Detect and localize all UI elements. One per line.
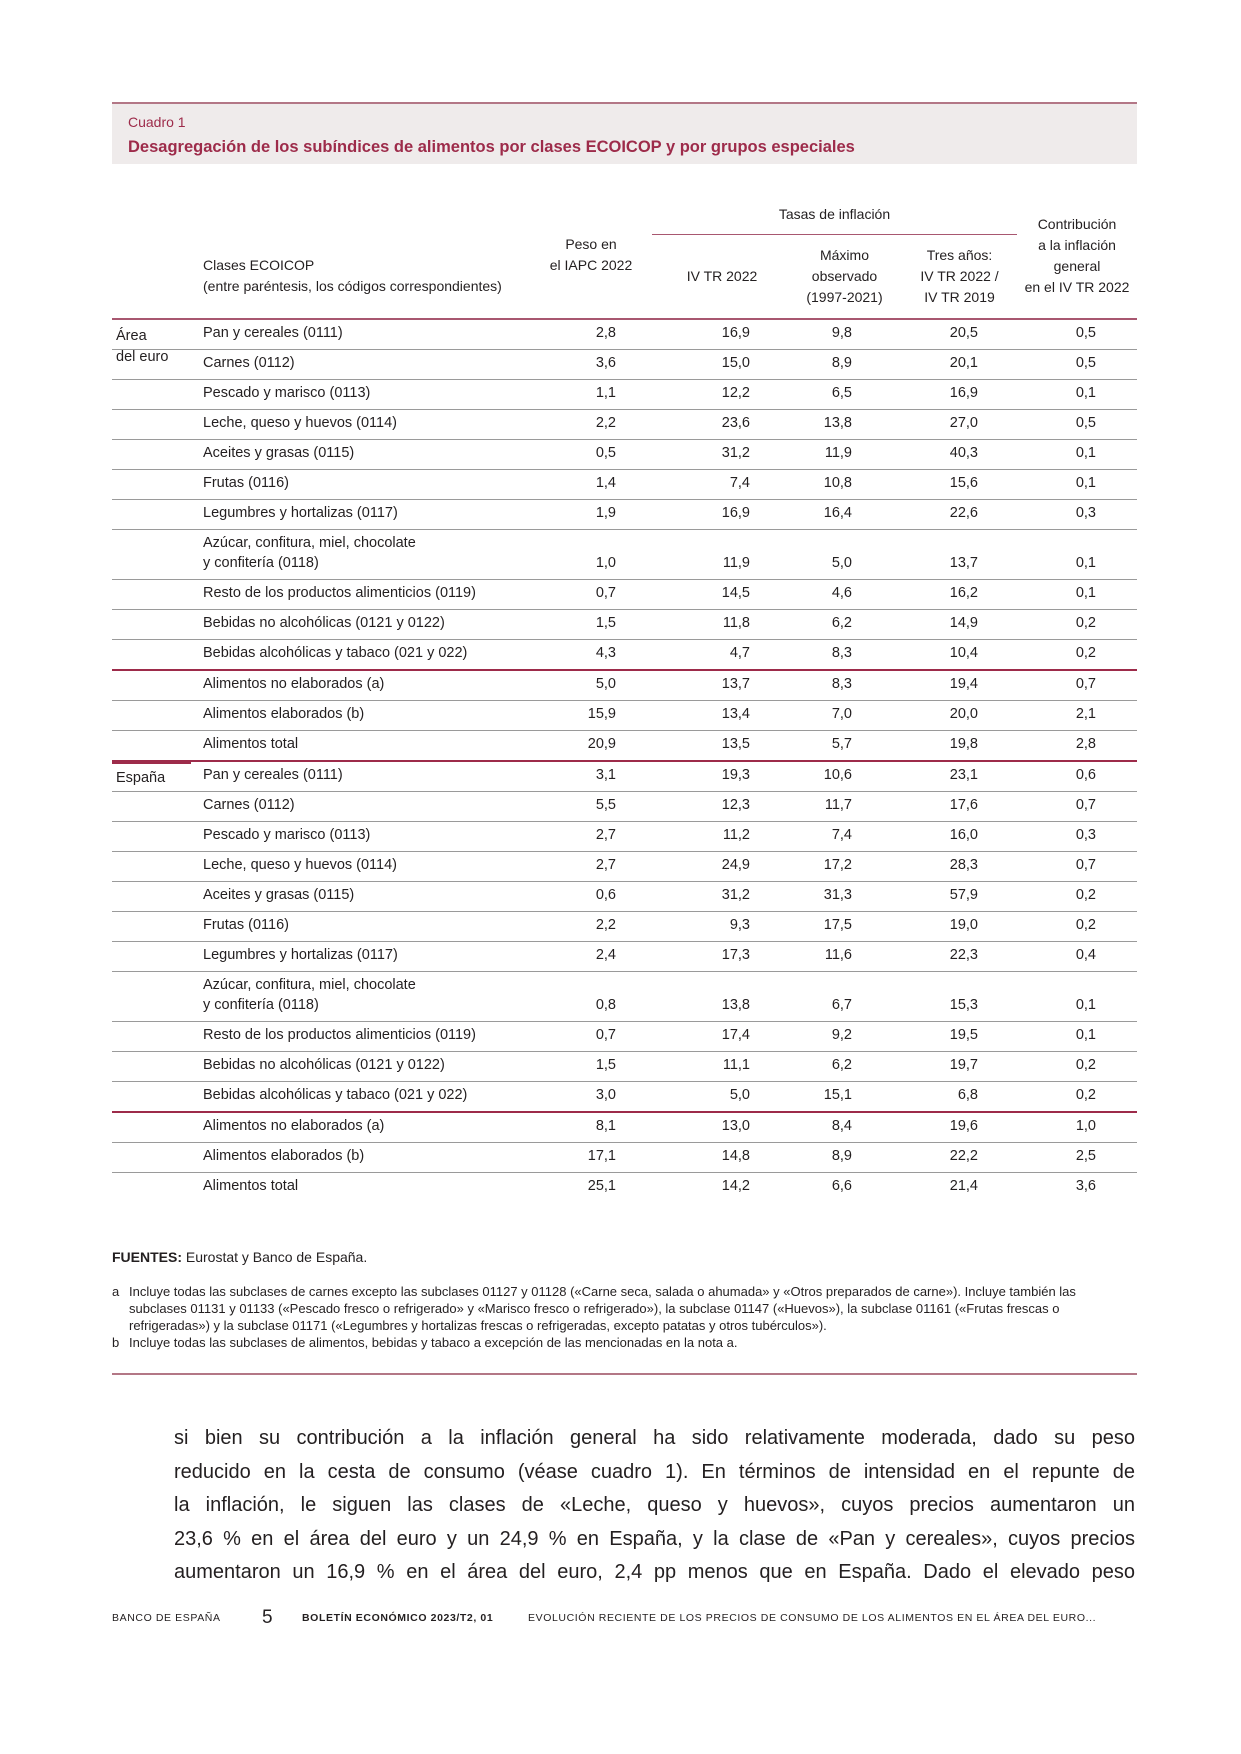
cell-peso: 1,5 — [595, 1057, 616, 1073]
cell-max: 4,6 — [831, 585, 852, 601]
row-label: Legumbres y hortalizas (0117) — [203, 947, 398, 963]
table-row — [112, 470, 1137, 500]
cell-tres: 40,3 — [949, 445, 978, 461]
footnote-text: Incluye todas las subclases de alimentos, bebidas y tabaco a excepción de las mencionadas en la nota a. — [129, 1335, 738, 1350]
cell-peso: 5,0 — [595, 676, 616, 692]
table-row — [112, 610, 1137, 640]
cell-max: 9,2 — [831, 1027, 852, 1043]
cell-iv: 31,2 — [721, 445, 750, 461]
cell-max: 16,4 — [823, 505, 852, 521]
table-row — [112, 671, 1137, 701]
cell-tres: 16,0 — [949, 827, 978, 843]
cell-max: 11,9 — [824, 445, 852, 461]
cell-peso: 0,8 — [595, 997, 616, 1013]
cell-iv: 13,7 — [721, 676, 750, 692]
table-row — [112, 731, 1137, 762]
cell-max: 6,2 — [831, 1057, 852, 1073]
header-contrib-l1: Contribución — [1037, 216, 1117, 232]
cell-contrib: 0,1 — [1075, 997, 1096, 1013]
header-weight-l2: el IAPC 2022 — [549, 257, 633, 273]
cell-tres: 20,5 — [949, 325, 978, 341]
cell-iv: 5,0 — [729, 1087, 750, 1103]
inflation-table — [112, 200, 1137, 1202]
row-label: Azúcar, confitura, miel, chocolate y confitería (0118) — [203, 535, 416, 571]
table-row — [112, 942, 1137, 972]
header-contrib-l4: en el IV TR 2022 — [1024, 279, 1130, 295]
cell-iv: 13,4 — [721, 706, 750, 722]
cell-tres: 15,6 — [949, 475, 978, 491]
header-classes-title: Clases ECOICOP — [203, 257, 315, 273]
cell-max: 13,8 — [823, 415, 852, 431]
cell-iv: 19,3 — [721, 767, 750, 783]
body-line: 23,6 % en el área del euro y un 24,9 % en España, y la clase de «Pan y cereales», cuyos precios — [174, 1527, 1135, 1550]
table-header — [112, 200, 1137, 320]
table-row — [112, 882, 1137, 912]
cell-iv: 11,1 — [722, 1057, 750, 1073]
region-block — [112, 320, 1137, 762]
row-label: Bebidas alcohólicas y tabaco (021 y 022) — [203, 1087, 468, 1103]
cell-max: 7,0 — [831, 706, 852, 722]
table-row — [112, 350, 1137, 380]
row-label: Alimentos elaborados (b) — [203, 706, 365, 722]
cell-max: 17,5 — [823, 917, 852, 933]
cell-contrib: 0,4 — [1075, 947, 1096, 963]
table-row — [112, 580, 1137, 610]
cell-contrib: 0,7 — [1075, 857, 1096, 873]
cell-iv: 31,2 — [721, 887, 750, 903]
table-row — [112, 701, 1137, 731]
cell-tres: 19,7 — [949, 1057, 978, 1073]
cell-tres: 23,1 — [949, 767, 978, 783]
header-weight-l1: Peso en — [565, 236, 617, 252]
cell-peso: 1,4 — [595, 475, 616, 491]
table-caption — [112, 102, 1137, 164]
cell-tres: 19,4 — [949, 676, 978, 692]
cell-peso: 1,1 — [595, 385, 616, 401]
cell-contrib: 0,1 — [1075, 385, 1096, 401]
cell-tres: 20,1 — [949, 355, 978, 371]
cell-peso: 3,0 — [595, 1087, 616, 1103]
cell-max: 6,7 — [831, 997, 852, 1013]
header-three-years — [902, 245, 1017, 308]
row-label: Leche, queso y huevos (0114) — [203, 415, 398, 431]
header-three-l1: Tres años: — [926, 247, 993, 263]
header-contribution — [1017, 214, 1137, 298]
cell-contrib: 0,2 — [1075, 917, 1096, 933]
footnote-a — [112, 1283, 1137, 1334]
row-label: Aceites y grasas (0115) — [203, 445, 355, 461]
cell-tres: 19,6 — [949, 1118, 978, 1134]
cell-peso: 5,5 — [595, 797, 616, 813]
header-three-l3: IV TR 2019 — [924, 289, 995, 305]
cell-max: 6,2 — [831, 615, 852, 631]
footer-article-title: EVOLUCIÓN RECIENTE DE LOS PRECIOS DE CONSUMO DE LOS ALIMENTOS EN EL ÁREA DEL EURO... — [528, 1612, 1097, 1624]
table-row — [112, 972, 1137, 1022]
cell-contrib: 0,1 — [1075, 1027, 1096, 1043]
table-row — [112, 792, 1137, 822]
cell-max: 5,7 — [831, 736, 852, 752]
row-label: Carnes (0112) — [203, 355, 295, 371]
row-label: Legumbres y hortalizas (0117) — [203, 505, 398, 521]
cell-max: 10,6 — [823, 767, 852, 783]
cell-iv: 12,3 — [721, 797, 750, 813]
cell-peso: 0,7 — [595, 585, 616, 601]
cell-tres: 22,3 — [949, 947, 978, 963]
table-row — [112, 1143, 1137, 1173]
cell-iv: 9,3 — [729, 917, 750, 933]
cell-contrib: 2,5 — [1075, 1148, 1096, 1164]
row-label: Resto de los productos alimenticios (0119) — [203, 1027, 476, 1043]
sources-label: FUENTES: — [112, 1249, 182, 1265]
header-three-l2: IV TR 2022 / — [920, 268, 999, 284]
row-label: Alimentos total — [203, 736, 299, 752]
header-q4-2022: IV TR 2022 — [686, 268, 758, 284]
cell-peso: 2,7 — [595, 857, 616, 873]
cell-max: 11,7 — [824, 797, 852, 813]
table-row — [112, 822, 1137, 852]
row-label: Bebidas no alcohólicas (0121 y 0122) — [203, 615, 445, 631]
row-label: Alimentos no elaborados (a) — [203, 676, 385, 692]
cell-iv: 16,9 — [721, 325, 750, 341]
header-classes — [203, 255, 502, 297]
region-name-line: del euro — [116, 349, 169, 365]
region-block — [112, 762, 1137, 1202]
cell-iv: 15,0 — [721, 355, 750, 371]
cell-max: 8,3 — [831, 645, 852, 661]
header-classes-note: (entre paréntesis, los códigos correspondientes) — [203, 278, 502, 294]
row-label: Alimentos elaborados (b) — [203, 1148, 365, 1164]
cell-tres: 14,9 — [949, 615, 978, 631]
cell-tres: 19,0 — [949, 917, 978, 933]
cell-peso: 15,9 — [587, 706, 616, 722]
body-line: reducido en la cesta de consumo (véase cuadro 1). En términos de intensidad en el repunte de — [174, 1460, 1135, 1483]
cell-max: 8,3 — [831, 676, 852, 692]
cell-contrib: 0,5 — [1075, 325, 1096, 341]
header-rates-group: Tasas de inflación — [778, 206, 891, 222]
table-row — [112, 762, 1137, 792]
header-max-l1: Máximo — [819, 247, 869, 263]
table-body — [112, 320, 1137, 1202]
header-rates-rule — [652, 234, 1017, 235]
table-row — [112, 1082, 1137, 1113]
row-label: Frutas (0116) — [203, 475, 289, 491]
cell-contrib: 0,5 — [1075, 355, 1096, 371]
cell-contrib: 0,2 — [1075, 887, 1096, 903]
table-title: Desagregación de los subíndices de alimentos por clases ECOICOP y por grupos especiales — [128, 138, 855, 156]
cell-iv: 11,9 — [722, 555, 750, 571]
cell-peso: 17,1 — [587, 1148, 616, 1164]
cell-iv: 12,2 — [721, 385, 750, 401]
row-label: Frutas (0116) — [203, 917, 289, 933]
cell-contrib: 0,2 — [1075, 1087, 1096, 1103]
cell-contrib: 0,2 — [1075, 645, 1096, 661]
cell-max: 6,6 — [831, 1178, 852, 1194]
table-end-rule — [112, 1373, 1137, 1375]
region-name-line: España — [116, 770, 166, 786]
table-row — [112, 1052, 1137, 1082]
cell-tres: 22,2 — [949, 1148, 978, 1164]
row-label: Bebidas no alcohólicas (0121 y 0122) — [203, 1057, 445, 1073]
cell-peso: 0,5 — [595, 445, 616, 461]
cell-iv: 17,3 — [721, 947, 750, 963]
cell-max: 17,2 — [823, 857, 852, 873]
cell-peso: 2,4 — [595, 947, 616, 963]
cell-contrib: 1,0 — [1075, 1118, 1096, 1134]
cell-max: 7,4 — [831, 827, 852, 843]
row-label: Resto de los productos alimenticios (0119) — [203, 585, 476, 601]
cell-peso: 25,1 — [587, 1178, 616, 1194]
cell-contrib: 0,3 — [1075, 505, 1096, 521]
cell-contrib: 0,1 — [1075, 585, 1096, 601]
cell-max: 31,3 — [823, 887, 852, 903]
cell-tres: 6,8 — [957, 1087, 978, 1103]
cell-contrib: 0,7 — [1075, 797, 1096, 813]
body-paragraph — [174, 1422, 1135, 1590]
cell-tres: 27,0 — [949, 415, 978, 431]
cell-tres: 16,2 — [949, 585, 978, 601]
cell-max: 11,6 — [824, 947, 852, 963]
cell-tres: 19,5 — [949, 1027, 978, 1043]
cell-tres: 28,3 — [949, 857, 978, 873]
cell-max: 8,9 — [831, 1148, 852, 1164]
header-weight — [532, 234, 650, 276]
cell-max: 9,8 — [831, 325, 852, 341]
cell-contrib: 3,6 — [1075, 1178, 1096, 1194]
cell-max: 8,4 — [831, 1118, 852, 1134]
cell-peso: 2,2 — [595, 917, 616, 933]
cell-peso: 4,3 — [595, 645, 616, 661]
body-line: si bien su contribución a la inflación general ha sido relativamente moderada, dado su peso — [174, 1427, 1135, 1449]
body-line: la inflación, le siguen las clases de «Leche, queso y huevos», cuyos precios aumentaron un — [174, 1494, 1135, 1516]
row-label: Pescado y marisco (0113) — [203, 827, 371, 843]
cell-peso: 3,6 — [595, 355, 616, 371]
cell-peso: 2,7 — [595, 827, 616, 843]
row-label: Aceites y grasas (0115) — [203, 887, 355, 903]
header-max-observed — [787, 245, 902, 308]
cell-tres: 57,9 — [949, 887, 978, 903]
sources-line — [112, 1249, 367, 1265]
row-label: Alimentos no elaborados (a) — [203, 1118, 385, 1134]
table-row — [112, 410, 1137, 440]
cell-tres: 19,8 — [949, 736, 978, 752]
cell-iv: 7,4 — [729, 475, 750, 491]
table-row — [112, 1022, 1137, 1052]
table-row — [112, 500, 1137, 530]
cell-iv: 23,6 — [721, 415, 750, 431]
row-label: Carnes (0112) — [203, 797, 295, 813]
cell-iv: 14,5 — [721, 585, 750, 601]
cell-contrib: 0,1 — [1075, 475, 1096, 491]
cell-iv: 16,9 — [721, 505, 750, 521]
cell-contrib: 0,7 — [1075, 676, 1096, 692]
cell-peso: 1,5 — [595, 615, 616, 631]
cell-iv: 13,8 — [721, 997, 750, 1013]
cell-tres: 22,6 — [949, 505, 978, 521]
cell-max: 8,9 — [831, 355, 852, 371]
cell-tres: 16,9 — [949, 385, 978, 401]
cell-peso: 0,7 — [595, 1027, 616, 1043]
table-row — [112, 1173, 1137, 1202]
cell-contrib: 0,2 — [1075, 615, 1096, 631]
row-label: Azúcar, confitura, miel, chocolate y confitería (0118) — [203, 977, 416, 1013]
cell-tres: 15,3 — [949, 997, 978, 1013]
cell-iv: 14,8 — [721, 1148, 750, 1164]
cell-peso: 1,9 — [595, 505, 616, 521]
cell-tres: 10,4 — [949, 645, 978, 661]
row-label: Bebidas alcohólicas y tabaco (021 y 022) — [203, 645, 468, 661]
cell-peso: 1,0 — [595, 555, 616, 571]
cell-peso: 20,9 — [587, 736, 616, 752]
table-row — [112, 852, 1137, 882]
row-label: Pescado y marisco (0113) — [203, 385, 371, 401]
cell-iv: 11,2 — [722, 827, 750, 843]
cell-peso: 8,1 — [595, 1118, 616, 1134]
footnote-key: b — [112, 1335, 120, 1350]
cell-contrib: 2,1 — [1075, 706, 1096, 722]
cell-contrib: 0,1 — [1075, 555, 1096, 571]
table-row — [112, 380, 1137, 410]
sources-text: Eurostat y Banco de España. — [185, 1249, 368, 1265]
cell-contrib: 0,2 — [1075, 1057, 1096, 1073]
cell-contrib: 2,8 — [1075, 736, 1096, 752]
cell-max: 15,1 — [823, 1087, 852, 1103]
cell-peso: 2,2 — [595, 415, 616, 431]
table-row — [112, 912, 1137, 942]
table-row — [112, 640, 1137, 671]
cell-max: 10,8 — [823, 475, 852, 491]
row-label: Pan y cereales (0111) — [203, 325, 343, 341]
cell-max: 5,0 — [831, 555, 852, 571]
cell-iv: 4,7 — [729, 645, 750, 661]
page-number: 5 — [262, 1607, 273, 1628]
cell-iv: 17,4 — [721, 1027, 750, 1043]
page-footer — [0, 1607, 1241, 1632]
table-number: Cuadro 1 — [128, 114, 186, 130]
footnote-text: Incluye todas las subclases de carnes excepto las subclases 01127 y 01128 («Carne seca, salada o ahumada» y «Otros preparados de carne»). Incluye también las subclases 01131 y 01133 («Pescado fresco o refrigerado» y «Marisco fresco o refrigerado»), la subclase 01147 («Huevos»), la subclase 01161 («Frutas frescas o refrigeradas») y la subclase 01171 («Legumbres y hortalizas frescas o refrigeradas, excepto patatas y otros tubérculos»). — [129, 1284, 1076, 1333]
cell-tres: 13,7 — [949, 555, 978, 571]
footnote-b — [112, 1334, 1137, 1351]
cell-contrib: 0,6 — [1075, 767, 1096, 783]
cell-contrib: 0,3 — [1075, 827, 1096, 843]
cell-contrib: 0,1 — [1075, 445, 1096, 461]
cell-iv: 11,8 — [722, 615, 750, 631]
cell-tres: 21,4 — [949, 1178, 978, 1194]
cell-contrib: 0,5 — [1075, 415, 1096, 431]
footer-bank: BANCO DE ESPAÑA — [112, 1612, 221, 1624]
table-row — [112, 440, 1137, 470]
table-row — [112, 530, 1137, 580]
cell-tres: 17,6 — [949, 797, 978, 813]
body-line: aumentaron un 16,9 % en el área del euro, 2,4 pp menos que en España. Dado el elevado peso — [174, 1561, 1135, 1583]
region-name-line: Área — [116, 328, 147, 344]
cell-max: 6,5 — [831, 385, 852, 401]
row-label: Alimentos total — [203, 1178, 299, 1194]
footer-bulletin: BOLETÍN ECONÓMICO 2023/T2, 01 — [302, 1612, 494, 1624]
header-contrib-l2: a la inflación — [1038, 237, 1116, 253]
cell-peso: 2,8 — [595, 325, 616, 341]
table-row — [112, 1113, 1137, 1143]
cell-tres: 20,0 — [949, 706, 978, 722]
row-label: Leche, queso y huevos (0114) — [203, 857, 398, 873]
footnote-key: a — [112, 1284, 120, 1299]
cell-iv: 13,5 — [721, 736, 750, 752]
cell-iv: 13,0 — [721, 1118, 750, 1134]
cell-peso: 3,1 — [595, 767, 616, 783]
header-max-l2: observado — [811, 268, 878, 284]
cell-peso: 0,6 — [595, 887, 616, 903]
cell-iv: 24,9 — [721, 857, 750, 873]
cell-iv: 14,2 — [721, 1178, 750, 1194]
table-row — [112, 320, 1137, 350]
row-label: Pan y cereales (0111) — [203, 767, 343, 783]
header-max-l3: (1997-2021) — [806, 289, 883, 305]
header-contrib-l3: general — [1053, 258, 1101, 274]
